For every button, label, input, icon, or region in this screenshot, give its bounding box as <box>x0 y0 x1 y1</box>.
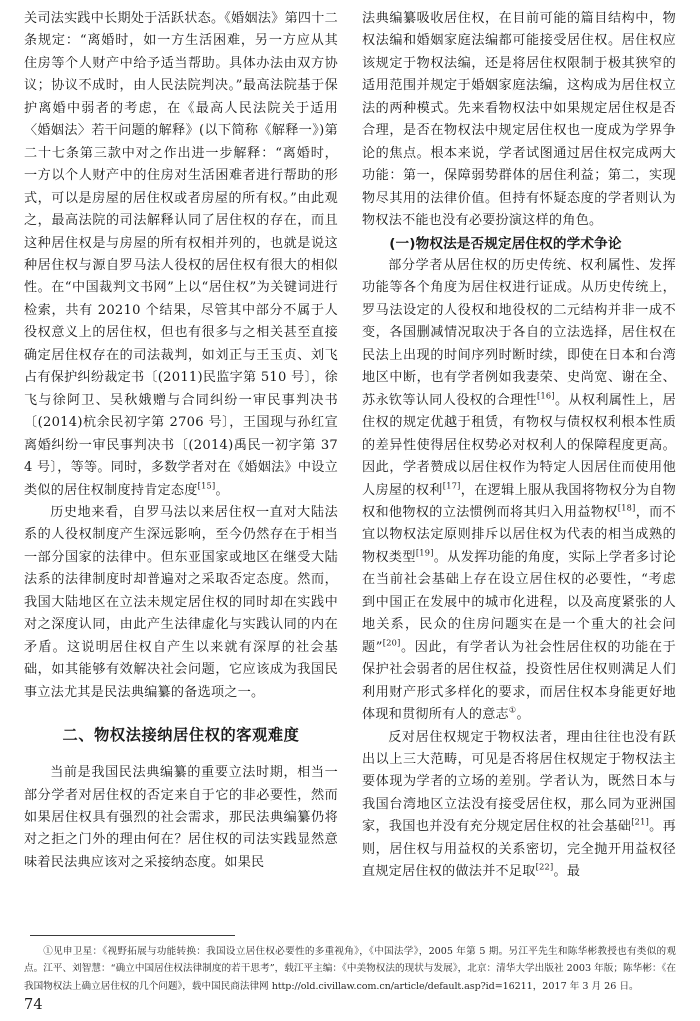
reference-marker: [18] <box>617 502 636 513</box>
left-column <box>24 8 338 908</box>
paragraph-segment: 。 <box>516 707 530 723</box>
paragraph-segment: ，在逻辑上服从我国将物权分为自物权和他物权的立法惯例而将其归入用益物权 <box>362 482 676 520</box>
footnote-area <box>24 935 676 1013</box>
footnote-url[interactable]: http://old.civillaw.com.cn/article/default.asp?id=16211 <box>271 980 533 992</box>
reference-marker: [17] <box>442 480 461 491</box>
paragraph-segment: 。最 <box>553 864 581 880</box>
paragraph-segment: 部分学者从居住权的历史传统、权利属性、发挥功能等各个角度为居住权进行证成。从历史传统上，罗马法设定的人役权和地役权的二元结构并非一成不变，各国删减情况取决于各自的立法选择，居住权在民法上出现的时间序列时断时续，即使在日本和台湾地区中断，也有学者例如我妻荣、史尚宽、谢在全、苏永钦等认同人役权的合理性 <box>362 257 676 408</box>
footnote-marker: ① <box>43 945 54 957</box>
sub-heading: (一)物权法是否规定居住权的学术争论 <box>389 235 622 252</box>
paragraph-segment: 。从发挥功能的角度，实际上学者多讨论在当前社会基础上存在设立居住权的必要性，“考虑到中国正在发展中的城市化进程，以及高度紧张的人地关系，民众的住房问题实在是一个重大的社会问题” <box>362 549 676 655</box>
footnote-body-after-url: ，2017 年 3 月 26 日。 <box>532 980 639 992</box>
reference-marker: [19] <box>415 547 434 558</box>
two-column-body <box>24 8 676 908</box>
footnote-divider <box>30 935 235 936</box>
paragraph-segment: 。因此，有学者认为社会性居住权的功能在于保护社会弱者的居住权益，投资性居住权则满足人们利用财产形式多样化的要求，而居住权本身能更好地体现和贯彻所有人的意志 <box>362 639 676 723</box>
paragraph-segment: 。从权利属性上，居住权的规定优越于租赁，有物权与债权权利根本性质的差异性使得居住权势必对权利人的保障程度更高。因此，学者赞成以居住权作为特定人因居住而使用他人房屋的权利 <box>362 392 677 498</box>
paragraph-segment: ，而不宜以物权法定原则排斥以居住权为代表的相当成熟的物权类型 <box>362 504 676 565</box>
reference-marker: [15] <box>197 480 216 491</box>
reference-marker: [22] <box>535 861 554 872</box>
page-number: 74 <box>24 997 43 1013</box>
paragraph-segment: 。再则，居住权与用益权的关系密切，完全抛开用益权径直规定居住权的做法并不足取 <box>362 819 676 880</box>
reference-marker: [21] <box>631 816 650 827</box>
paragraph-segment: 反对居住权规定于物权法者，理由往往也没有跃出以上三大范畴，可见是否将居住权规定于物权法主要体现为学者的立场的差别。学者认为，既然日本与我国台湾地区立法没有接受居住权，那么同为亚洲国家，我国也并没有充分规定居住权的社会基础 <box>362 729 676 835</box>
paragraph-right-3 <box>362 727 676 884</box>
footnote-body-before-url: 见申卫星：《视野拓展与功能转换：我国设立居住权必要性的多重视角》，《中国法学》，2005 年第 5 期。另江平先生和陈华彬教授也有类似的观点。江平、刘智慧：“确立中国居住权法律制度的若干思考”，载江平主编：《中美物权法的现状与发展》，北京：清华大学出版社 2003 年版；陈华彬：《在我国物权法上确立居住权的几个问题》，载中国民商法律网 <box>24 945 677 992</box>
right-column <box>362 8 676 908</box>
footnote-text <box>24 943 676 995</box>
section-heading: 二、物权法接纳居住权的客观难度 <box>62 726 300 745</box>
paragraph-left-1 <box>24 8 338 502</box>
paragraph-tail: 。 <box>215 482 229 498</box>
paragraph-left-2: 历史地来看，自罗马法以来居住权一直对大陆法系的人役权制度产生深远影响，至今仍然存在于相当一部分国家的法律中。但东亚国家或地区在继受大陆法系的法律制度时却普遍对之采取否定态度。然而，我国大陆地区在立法未规定居住权的同时却在实践中对之深度认同，由此产生法律虚化与实践认同的内在矛盾。这说明居住权自产生以来就有深厚的社会基础，如其能够有效解决社会问题，它应该成为我国民事立法尤其是民法典编纂的备选项之一。 <box>24 504 338 700</box>
paragraph-right-2 <box>362 255 676 727</box>
paragraph-text: 关司法实践中长期处于活跃状态。《婚姻法》第四十二条规定：“离婚时，如一方生活困难，另一方应从其住房等个人财产中给予适当帮助。具体办法由双方协议；协议不成时，由人民法院判决。”最高法院基于保护离婚中弱者的考虑，在《最高人民法院关于适用〈婚姻法〉若干问题的解释》(以下简称《解释一》)第二十七条第三款中对之作出进一步解释：“离婚时，一方以个人财产中的住房对生活困难者进行帮助的形式，可以是房屋的居住权或者房屋的所有权。”由此观之，最高法院的司法解释认同了居住权的存在，而且这种居住权是与房屋的所有权相并列的，也就是说这种居住权与源自罗马法人役权的居住权有很大的相似性。在“中国裁判文书网”上以“居住权”为关键词进行检索，共有 20210 个结果，尽管其中部分不属于人役权意义上的居住权，但也有很多与之相关甚至直接确定居住权存在的司法裁判，如刘正与王玉贞、刘飞占有保护纠纷裁定书〔(2011)民监字第 510 号〕，徐飞与徐阿卫、吴秋娥赠与合同纠纷一审民事判决书〔(2014)杭余民初字第 2706 号〕，王国现与孙红宣离婚纠纷一审民事判决书〔(2014)禹民一初字第 374 号〕，等等。同时，多数学者对在《婚姻法》中设立类似的居住权制度持肯定态度 <box>24 11 339 498</box>
paragraph-right-1: 法典编纂吸收居住权，在目前可能的篇目结构中，物权法编和婚姻家庭法编都可能接受居住权。居住权应该规定于物权法编，还是将居住权限制于极其狭窄的适用范围并规定于婚姻家庭法编，这构成为居住权立法的两种模式。先来看物权法中如果规定居住权是否合理，是否在物权法中规定居住权也一度成为学界争论的焦点。根本来说，学者试图通过居住权完成两大功能：第一，保障弱势群体的居住利益；第二，实现物尽其用的法律价值。但持有怀疑态度的学者则认为物权法不能也没有必要扮演这样的角色。 <box>362 11 676 229</box>
footnote-marker-inline: ① <box>508 704 517 715</box>
reference-marker: [20] <box>382 637 401 648</box>
paragraph-left-3: 当前是我国民法典编纂的重要立法时期，相当一部分学者对居住权的否定来自于它的非必要性，然而如果居住权具有强烈的社会需求，那民法典编纂仍将对之拒之门外的理由何在？居住权的司法实践显然意味着民法典应该对之采接纳态度。如果民 <box>24 765 338 870</box>
reference-marker: [16] <box>537 390 555 401</box>
